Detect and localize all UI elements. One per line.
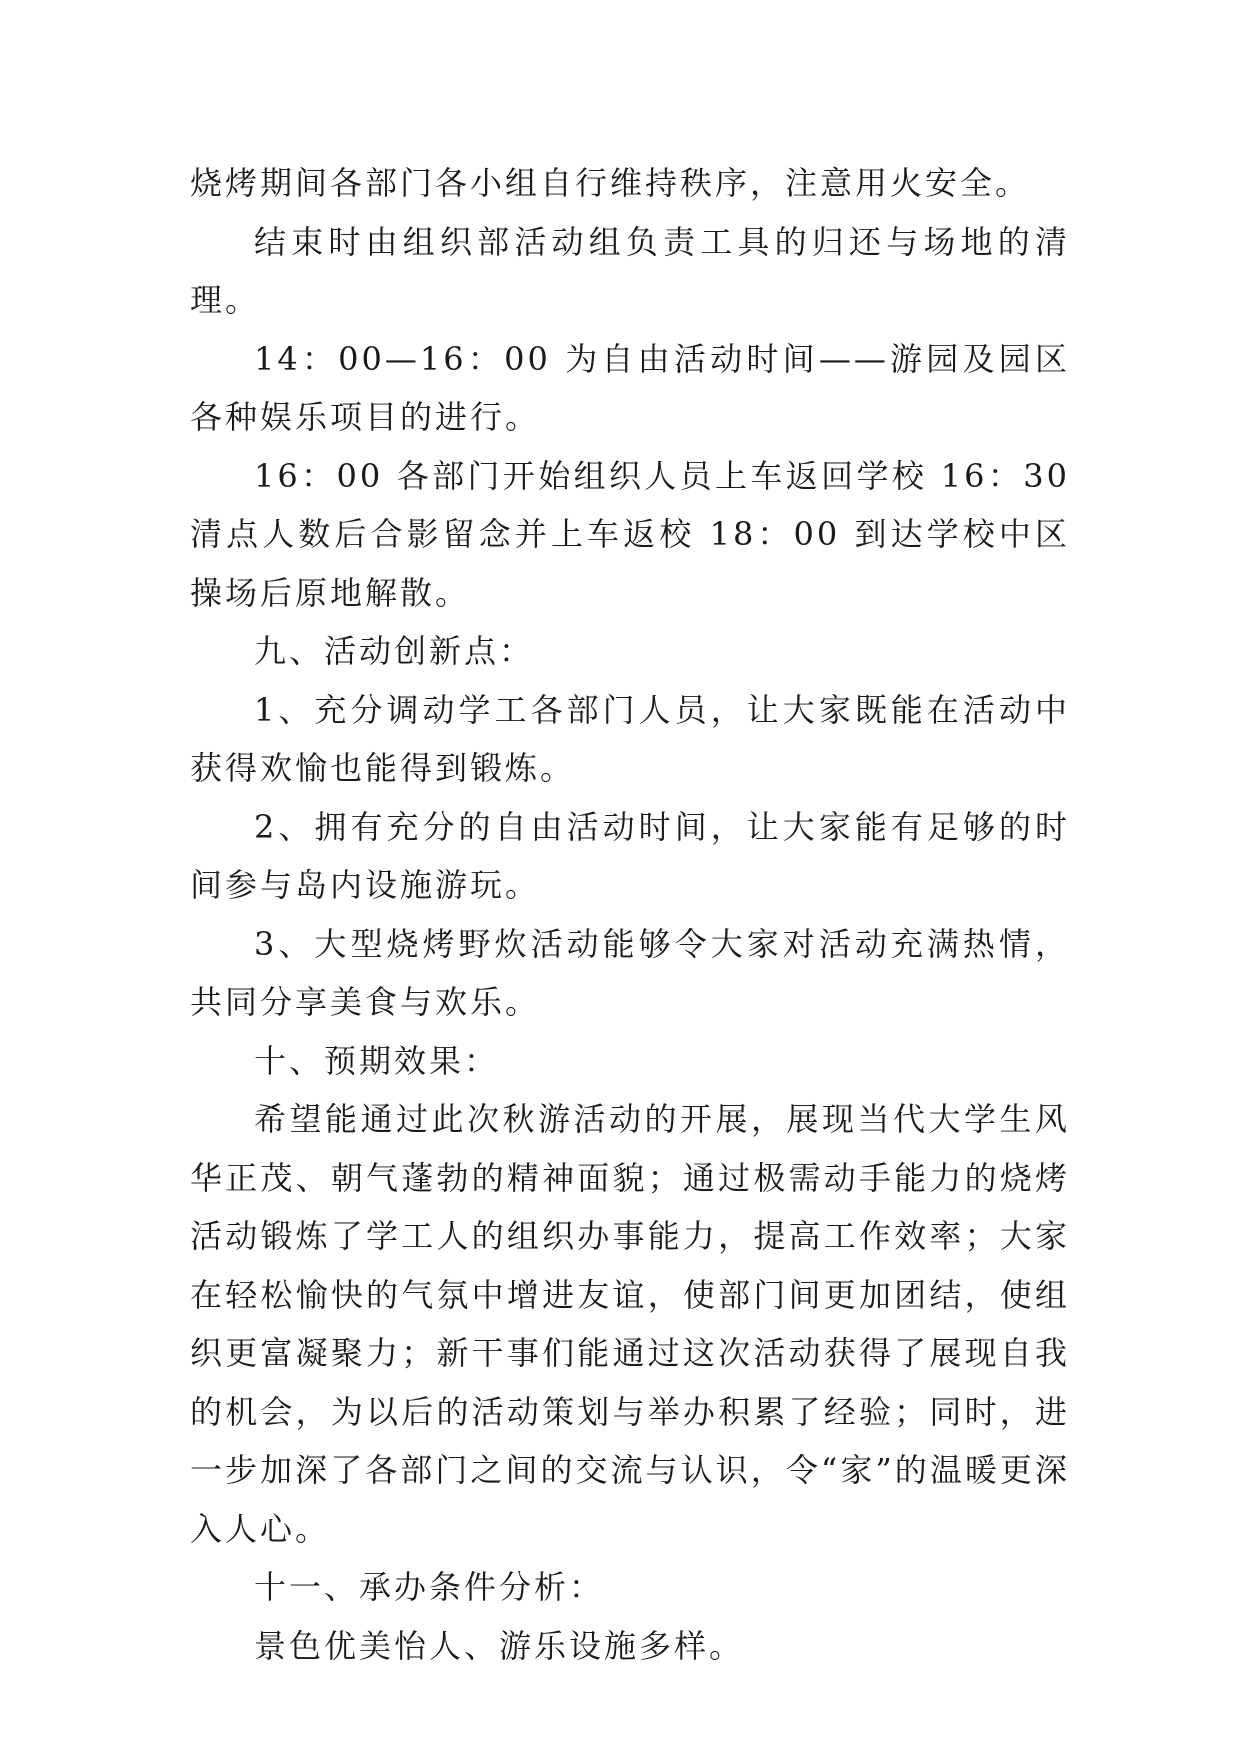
- document-body: [190, 154, 1070, 1675]
- section-heading-conditions: 十一、承办条件分析：: [254, 1568, 605, 1606]
- section-heading-innovation: 九、活动创新点：: [254, 632, 535, 670]
- paragraph-cleanup: 结束时由组织部活动组负责工具的归还与场地的清理。: [190, 222, 1070, 319]
- list-item-innovation-1: 1、充分调动学工各部门人员，让大家既能在活动中获得欢愉也能得到锻炼。: [190, 690, 1070, 787]
- section-heading-expected-effect: 十、预期效果：: [254, 1041, 500, 1080]
- paragraph-conditions: 景色优美怡人、游乐设施多样。: [254, 1626, 745, 1665]
- paragraph-expected-effect: 希望能通过此次秋游活动的开展，展现当代大学生风华正茂、朝气蓬勃的精神面貌；通过极需动手能力的烧烤活动锻炼了学工人的组织办事能力，提高工作效率；大家在轻松愉快的气氛中增进友谊，使部门间更加团结，使组织更富凝聚力；新干事们能通过这次活动获得了展现自我的机会，为以后的活动策划与举办积累了经验；同时，进一步加深了各部门之间的交流与认识，令“家”的温暖更深入人心。: [190, 1100, 1070, 1548]
- list-item-innovation-3: 3、大型烧烤野炊活动能够令大家对活动充满热情，共同分享美食与欢乐。: [190, 924, 1070, 1021]
- paragraph-free-activity: 14：00—16：00 为自由活动时间——游园及园区各种娱乐项目的进行。: [190, 339, 1070, 436]
- paragraph-bbq-order: 烧烤期间各部门各小组自行维持秩序，注意用火安全。: [190, 164, 1031, 202]
- paragraph-return-schedule: 16：00 各部门开始组织人员上车返回学校 16：30 清点人数后合影留念并上车返校 18：00 到达学校中区操场后原地解散。: [190, 456, 1070, 612]
- list-item-innovation-2: 2、拥有充分的自由活动时间，让大家能有足够的时间参与岛内设施游玩。: [190, 807, 1070, 904]
